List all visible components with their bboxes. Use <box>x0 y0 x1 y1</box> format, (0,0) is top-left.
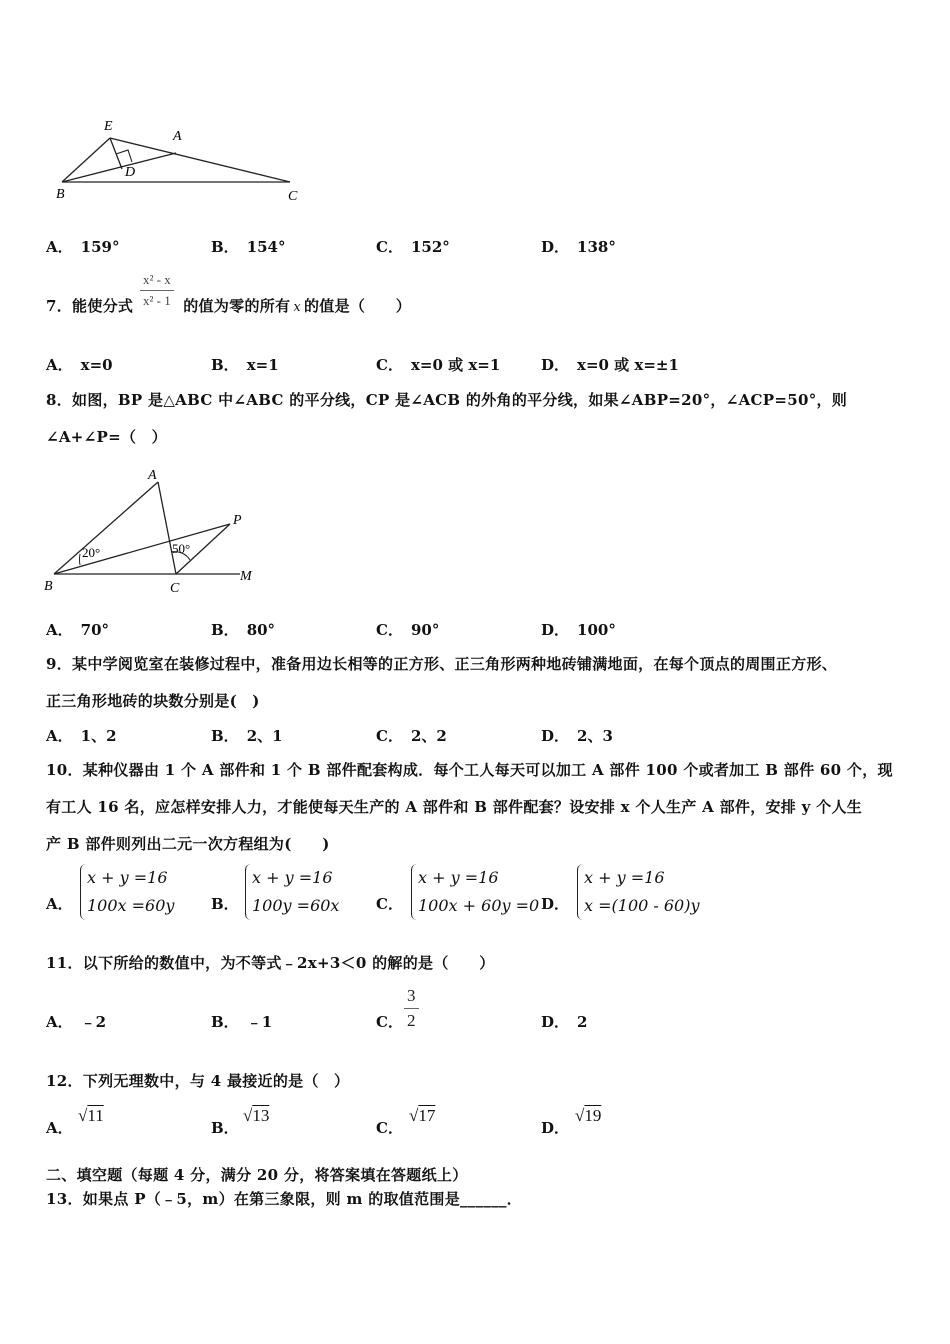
q12-stem: 12．下列无理数中，与 4 最接近的是（ ） <box>46 1072 350 1090</box>
q8-option-d[interactable]: D． 100° <box>541 621 616 639</box>
q12-option-b-key[interactable]: B． <box>211 1119 239 1137</box>
q10-option-b-key[interactable]: B． <box>211 895 239 913</box>
q9-option-b[interactable]: B． 2、1 <box>211 727 283 745</box>
q6-option-d[interactable]: D． 138° <box>541 238 616 256</box>
q8-angle-20: 20° <box>82 545 101 560</box>
q11-option-c-key[interactable]: C． <box>376 1013 403 1031</box>
q12-option-a-key[interactable]: A． <box>46 1119 73 1137</box>
section-2-title: 二、填空题（每题 4 分，满分 20 分，将答案填在答题纸上） <box>46 1166 468 1184</box>
q12-option-d-sqrt[interactable]: √19 <box>575 1106 602 1125</box>
q11-option-d[interactable]: D． 2 <box>541 1013 588 1031</box>
q11-option-a[interactable]: A． ﹣2 <box>46 1013 107 1031</box>
q8-option-b[interactable]: B． 80° <box>211 621 276 639</box>
q13-stem[interactable]: 13．如果点 P（﹣5，m）在第三象限，则 m 的取值范围是______． <box>46 1190 523 1208</box>
q10-option-c-key[interactable]: C． <box>376 895 403 913</box>
q9-option-d[interactable]: D． 2、3 <box>541 727 613 745</box>
q7-stem: 7．能使分式 的值为零的所有 x 的值是（ ） <box>46 297 412 315</box>
q6-label-c: C <box>288 189 298 204</box>
q9-stem-line1: 9．某中学阅览室在装修过程中，准备用边长相等的正方形、正三角形两种地砖铺满地面，在每个顶点的周围正方形、 <box>46 655 838 673</box>
q8-stem-line1: 8．如图，BP 是△ABC 中∠ABC 的平分线，CP 是∠ACB 的外角的平分线，如果∠ABP=20°，∠ACP=50°，则 <box>46 391 848 409</box>
q11-option-c-fraction[interactable]: $\frac{3}{2}$ <box>404 986 419 1031</box>
q10-option-a-system[interactable]: x + y =16 100x =60y <box>80 864 174 920</box>
q11-stem: 11．以下所给的数值中，为不等式﹣2x+3＜0 的解的是（ ） <box>46 954 495 972</box>
q10-option-b-system[interactable]: x + y =16 100y =60x <box>245 864 339 920</box>
q10-option-d-key[interactable]: D． <box>541 895 570 913</box>
q7-option-a[interactable]: A． x=0 <box>46 356 113 374</box>
q6-option-a[interactable]: A． 159° <box>46 238 120 256</box>
q8-stem-line2: ∠A+∠P=（ ） <box>46 428 167 446</box>
q12-option-c-sqrt[interactable]: √17 <box>409 1106 436 1125</box>
q6-triangle-figure <box>50 110 320 210</box>
q12-option-b-sqrt[interactable]: √13 <box>243 1106 270 1125</box>
q6-label-d: D <box>125 165 136 180</box>
q12-option-a-sqrt[interactable]: √11 <box>78 1106 104 1125</box>
q7-fraction: $\frac{\text{x² - x}}{\text{x² - 1}}$ <box>140 272 174 309</box>
q9-option-c[interactable]: C． 2、2 <box>376 727 447 745</box>
q8-option-a[interactable]: A． 70° <box>46 621 110 639</box>
q8-label-m: M <box>240 569 252 584</box>
q10-option-c-system[interactable]: x + y =16 100x + 60y =0 <box>411 864 539 920</box>
q9-stem-line2: 正三角形地砖的块数分别是( ) <box>46 692 260 710</box>
q6-label-a: A <box>173 129 182 144</box>
q10-option-a-key[interactable]: A． <box>46 895 73 913</box>
q11-option-b[interactable]: B． ﹣1 <box>211 1013 273 1031</box>
q8-label-c: C <box>170 581 180 596</box>
q8-label-a: A <box>148 468 157 483</box>
q8-label-b: B <box>44 579 53 594</box>
q9-option-a[interactable]: A． 1、2 <box>46 727 117 745</box>
q10-stem-line3: 产 B 部件则列出二元一次方程组为( ) <box>46 835 330 853</box>
q6-label-b: B <box>56 187 65 202</box>
q10-stem-line2: 有工人 16 名，应怎样安排人力，才能使每天生产的 A 部件和 B 部件配套？设安排 x 个人生产 A 部件，安排 y 个人生 <box>46 798 863 816</box>
q6-option-b[interactable]: B． 154° <box>211 238 286 256</box>
q7-option-d[interactable]: D． x=0 或 x=±1 <box>541 356 679 374</box>
q6-label-e: E <box>104 119 113 134</box>
q7-option-c[interactable]: C． x=0 或 x=1 <box>376 356 501 374</box>
q7-option-b[interactable]: B． x=1 <box>211 356 279 374</box>
q10-option-d-system[interactable]: x + y =16 x =(100 - 60)y <box>577 864 700 920</box>
q8-angle-50: 50° <box>172 541 191 556</box>
q6-option-c[interactable]: C． 152° <box>376 238 450 256</box>
q12-option-c-key[interactable]: C． <box>376 1119 403 1137</box>
q8-label-p: P <box>233 513 242 528</box>
q10-stem-line1: 10．某种仪器由 1 个 A 部件和 1 个 B 部件配套构成．每个工人每天可以加工 A 部件 100 个或者加工 B 部件 60 个，现 <box>46 761 893 779</box>
q8-option-c[interactable]: C． 90° <box>376 621 440 639</box>
q12-option-d-key[interactable]: D． <box>541 1119 570 1137</box>
q8-triangle-figure <box>40 462 270 602</box>
